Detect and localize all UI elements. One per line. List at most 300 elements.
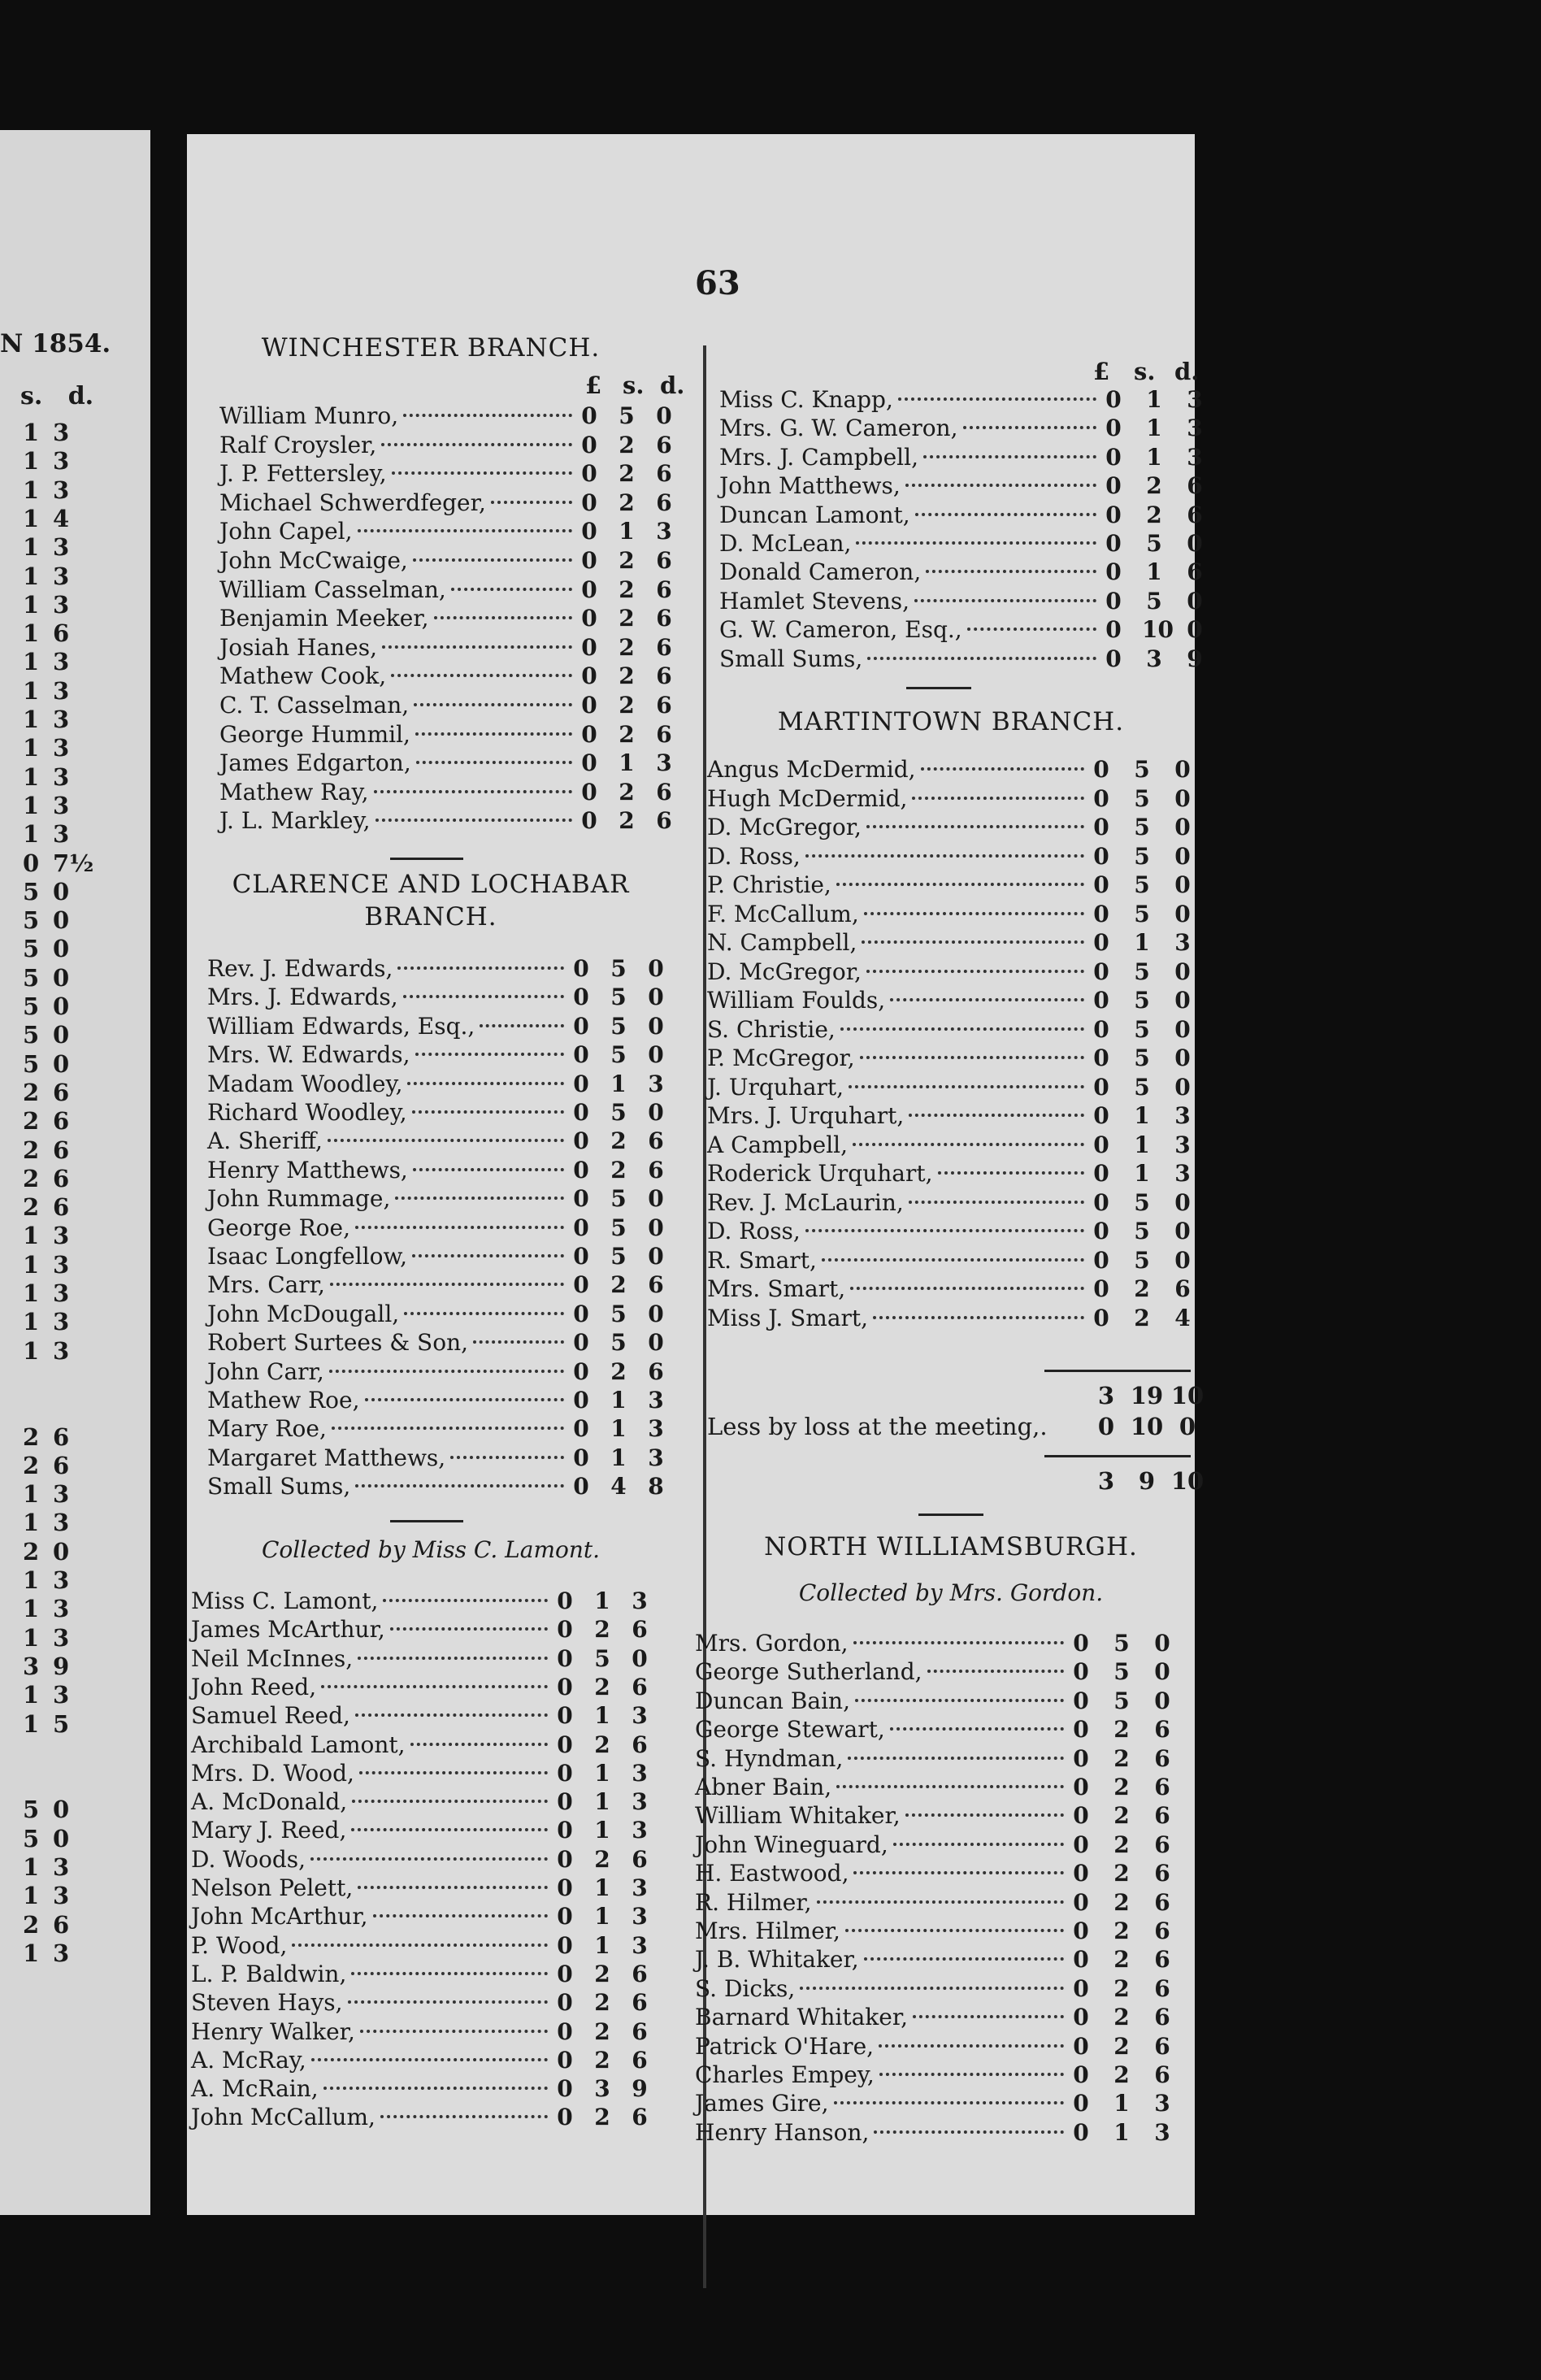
shillings-value: 1: [610, 1387, 627, 1414]
pounds-value: 0: [557, 1989, 573, 2017]
shillings-value: 2: [594, 2104, 610, 2131]
leader-dots: [410, 1743, 548, 1746]
leader-dots: [866, 970, 1084, 973]
pounds-value: 0: [1073, 1716, 1089, 1744]
pounds-value: 0: [573, 1444, 589, 1471]
facing-d-value: 3: [53, 1623, 70, 1652]
leader-dots: [473, 1340, 564, 1344]
subscriber-name: William Foulds,: [707, 987, 886, 1014]
leader-dots: [348, 2000, 548, 2004]
facing-s-value: 5: [23, 1824, 40, 1852]
leader-dots: [310, 1857, 548, 1861]
leader-dots: [375, 819, 572, 822]
pounds-value: 0: [557, 1903, 573, 1930]
leader-dots: [834, 2101, 1064, 2104]
subscriber-name: William Edwards, Esq.,: [207, 1012, 475, 1040]
leader-dots: [415, 1053, 564, 1056]
facing-d-value: 0: [53, 1021, 70, 1049]
facing-d-value: 3: [53, 791, 70, 819]
subscriber-name: J. B. Whitaker,: [695, 1946, 859, 1974]
subscriber-name: Ralf Croysler,: [219, 431, 377, 458]
facing-s-value: 1: [23, 734, 40, 762]
shillings-value: 2: [594, 1731, 610, 1758]
subscription-entry: [695, 1917, 1174, 1946]
pence-value: 6: [1154, 1774, 1170, 1800]
shillings-value: 5: [610, 1012, 627, 1040]
subscription-entry: [191, 1932, 652, 1961]
pence-value: 6: [632, 1960, 648, 1987]
pounds-value: 0: [1093, 842, 1109, 870]
subscription-entry: [207, 984, 668, 1012]
facing-d-value: 0: [53, 1537, 70, 1566]
subscriber-name: Richard Woodley,: [207, 1099, 407, 1126]
leader-dots: [938, 1171, 1084, 1175]
leader-dots: [909, 1114, 1084, 1117]
pence-value: 0: [1174, 1246, 1191, 1274]
leader-dots: [927, 1670, 1064, 1673]
pounds-value: 0: [1093, 1131, 1109, 1158]
leader-dots: [805, 854, 1084, 858]
subscription-entry: [207, 1214, 668, 1243]
subscription-entry: [707, 1016, 1195, 1045]
subscriber-name: Benjamin Meeker,: [219, 605, 429, 632]
facing-s-value: 1: [23, 1709, 40, 1738]
pence-value: 0: [648, 1214, 664, 1241]
shillings-value: 1: [594, 1903, 610, 1930]
shillings-value: 2: [1113, 1774, 1130, 1800]
subscriber-name: John Capel,: [219, 518, 353, 545]
pence-value: 3: [1154, 2118, 1170, 2146]
subscription-entry: [191, 1989, 652, 2017]
shillings-value: 5: [1134, 814, 1150, 840]
pence-value: 6: [1154, 1831, 1170, 1858]
pounds-value: 0: [557, 2046, 573, 2074]
pence-value: 6: [1154, 1744, 1170, 1772]
section-rule: [918, 1514, 983, 1516]
leader-dots: [862, 940, 1084, 944]
pounds-value: 0: [557, 2104, 573, 2131]
subscriber-name: Nelson Pelett,: [191, 1874, 354, 1901]
subscription-entry: [719, 502, 1207, 530]
facing-d-value: 6: [53, 619, 70, 648]
martintown-total-pounds: 3: [1097, 1467, 1115, 1495]
pounds-value: 0: [581, 692, 597, 719]
facing-s-value: 1: [23, 1509, 40, 1537]
subscription-entry: [191, 1616, 652, 1644]
facing-d-value: 3: [53, 1279, 70, 1307]
leader-dots: [923, 455, 1096, 458]
subscription-entry: [695, 1630, 1174, 1658]
pence-value: 0: [1174, 1015, 1191, 1043]
pence-value: 3: [632, 1903, 648, 1930]
subscription-entry: [191, 1961, 652, 1989]
subscription-entry: [707, 1305, 1195, 1333]
subscriber-name: George Hummil,: [219, 720, 410, 748]
facing-d-value: 3: [53, 1509, 70, 1537]
pence-value: 6: [656, 431, 672, 458]
subscription-entry: [695, 1716, 1174, 1744]
shillings-value: 5: [610, 955, 627, 982]
facing-d-value: 0: [53, 992, 70, 1020]
pounds-value: 0: [1073, 1917, 1089, 1944]
facing-d-value: 3: [53, 676, 70, 705]
subscriber-name: Barnard Whitaker,: [695, 2004, 909, 2031]
shillings-value: 1: [1146, 558, 1162, 586]
subscription-entry: [207, 1473, 668, 1501]
shillings-value: 5: [610, 1243, 627, 1270]
subscription-entry: [707, 1247, 1195, 1275]
subscriber-name: Hugh McDermid,: [707, 784, 908, 812]
pence-value: 6: [632, 2017, 648, 2045]
pence-value: 6: [1154, 1946, 1170, 1974]
subscription-entry: [707, 1275, 1195, 1304]
facing-d-value: 0: [53, 877, 70, 906]
pounds-value: 0: [573, 1099, 589, 1126]
shillings-value: 2: [1113, 2032, 1130, 2060]
facing-d-value: 3: [53, 1882, 70, 1910]
shillings-value: 2: [1134, 1304, 1150, 1331]
subscriber-name: Mrs. W. Edwards,: [207, 1041, 410, 1069]
facing-s-value: 1: [23, 1250, 40, 1279]
leader-dots: [921, 767, 1084, 771]
shillings-value: 2: [610, 1127, 627, 1155]
subscriber-name: John McArthur,: [191, 1903, 368, 1930]
shillings-value: 2: [619, 547, 635, 574]
subscription-entry: [207, 955, 668, 984]
subscriber-name: James McArthur,: [191, 1616, 385, 1644]
leader-dots: [800, 1987, 1064, 1990]
pounds-value: 0: [1105, 472, 1122, 500]
facing-s-value: 1: [23, 1480, 40, 1509]
pence-value: 0: [1174, 814, 1191, 840]
shillings-value: 5: [1134, 842, 1150, 870]
facing-s-value: 1: [23, 1222, 40, 1250]
shillings-value: 2: [594, 1845, 610, 1873]
pounds-value: 0: [1093, 756, 1109, 783]
leader-dots: [391, 674, 572, 677]
subscription-entry: [695, 1745, 1174, 1774]
pence-value: 0: [1174, 1045, 1191, 1071]
subscriber-name: James Gire,: [695, 2090, 829, 2117]
subscriber-name: Mathew Ray,: [219, 778, 369, 806]
subscriber-name: Rev. J. Edwards,: [207, 955, 393, 982]
subscription-entry: [207, 1127, 668, 1156]
shillings-value: 5: [610, 984, 627, 1011]
pence-value: 0: [648, 1329, 664, 1357]
shillings-value: 1: [1134, 1102, 1150, 1129]
right-col-shillings: s.: [1134, 358, 1156, 385]
shillings-value: 5: [1134, 784, 1150, 812]
leader-dots: [358, 1886, 548, 1889]
subscription-entry: [207, 1071, 668, 1099]
subscription-entry: [719, 444, 1207, 472]
subscriber-name: Charles Empey,: [695, 2061, 875, 2088]
facing-col-d: d.: [67, 382, 94, 410]
martintown-less-pounds: 0: [1097, 1413, 1115, 1440]
leader-dots: [352, 1800, 548, 1803]
subscription-entry: [707, 901, 1195, 929]
facing-s-value: 2: [23, 1136, 40, 1164]
shillings-value: 2: [1146, 472, 1162, 500]
pence-value: 0: [1174, 756, 1191, 783]
subscriber-name: William Whitaker,: [695, 1802, 901, 1830]
shillings-value: 1: [594, 1817, 610, 1844]
pence-value: 6: [1154, 2061, 1170, 2088]
leader-dots: [905, 484, 1096, 487]
facing-d-value: 3: [53, 533, 70, 562]
right-col-pence: d.: [1174, 358, 1200, 385]
leader-dots: [853, 1641, 1064, 1644]
leader-dots: [415, 732, 572, 736]
pounds-value: 0: [557, 1673, 573, 1700]
subscription-entry: [219, 432, 676, 460]
subscriber-name: A. Sheriff,: [207, 1127, 323, 1155]
leader-dots: [864, 1957, 1064, 1961]
martintown-less-pence: 0: [1179, 1413, 1196, 1440]
leader-dots: [355, 1713, 548, 1717]
subscriber-name: R. Smart,: [707, 1246, 817, 1274]
subscription-entry: [719, 616, 1207, 645]
facing-s-value: 2: [23, 1107, 40, 1136]
facing-d-value: 6: [53, 1910, 70, 1939]
pence-value: 0: [1174, 871, 1191, 898]
facing-s-value: 5: [23, 1796, 40, 1824]
subscriber-name: D. McGregor,: [707, 958, 862, 985]
pence-value: 6: [648, 1156, 664, 1183]
total-rule: [1044, 1455, 1191, 1457]
shillings-value: 10: [1142, 616, 1174, 644]
pounds-value: 0: [557, 1817, 573, 1844]
pence-value: 6: [656, 575, 672, 603]
pounds-value: 0: [1093, 1246, 1109, 1274]
subscriber-name: A. McRain,: [191, 2075, 319, 2103]
pounds-value: 0: [573, 1214, 589, 1241]
subscription-entry: [191, 1731, 652, 1760]
pounds-value: 0: [581, 518, 597, 545]
pounds-value: 0: [573, 1473, 589, 1501]
pounds-value: 0: [573, 1357, 589, 1385]
subscriber-name: Miss C. Lamont,: [191, 1587, 379, 1614]
subscription-entry: [219, 576, 676, 605]
shillings-value: 1: [594, 1587, 610, 1614]
leader-dots: [359, 1771, 548, 1774]
subscriber-name: D. McLean,: [719, 530, 852, 557]
leader-dots: [967, 628, 1096, 631]
pence-value: 3: [648, 1387, 664, 1414]
facing-s-value: 1: [23, 1853, 40, 1881]
subscription-entry: [695, 1975, 1174, 2004]
subscriber-name: Angus McDermid,: [707, 756, 916, 783]
subscriber-name: Steven Hays,: [191, 1989, 343, 2017]
subscriber-name: Miss J. Smart,: [707, 1304, 869, 1331]
pounds-value: 0: [1105, 616, 1122, 644]
subscriber-name: John Reed,: [191, 1673, 317, 1700]
pence-value: 6: [1154, 1860, 1170, 1887]
pence-value: 0: [1174, 987, 1191, 1014]
winchester-heading: WINCHESTER BRANCH.: [261, 333, 601, 363]
shillings-value: 5: [1113, 1687, 1130, 1714]
subscriber-name: Mary Roe,: [207, 1415, 327, 1443]
subscriber-name: Mrs. Carr,: [207, 1271, 325, 1299]
pounds-value: 0: [581, 575, 597, 603]
subscriber-name: Mary J. Reed,: [191, 1817, 347, 1844]
shillings-value: 1: [594, 1874, 610, 1901]
leader-dots: [412, 1254, 564, 1257]
pence-value: 0: [1187, 587, 1203, 615]
subscriber-name: Margaret Matthews,: [207, 1444, 446, 1471]
pence-value: 3: [1174, 1131, 1191, 1158]
pence-value: 6: [656, 720, 672, 748]
facing-s-value: 5: [23, 963, 40, 992]
subscription-entry: [191, 1645, 652, 1674]
pounds-value: 0: [1073, 2118, 1089, 2146]
leader-dots: [413, 1168, 564, 1171]
leader-dots: [890, 1727, 1064, 1731]
subscription-entry: [207, 1157, 668, 1185]
shillings-value: 2: [1113, 1917, 1130, 1944]
facing-d-value: 3: [53, 1480, 70, 1509]
leader-dots: [817, 1900, 1064, 1904]
leader-dots: [321, 1685, 548, 1688]
facing-d-value: 3: [53, 1566, 70, 1594]
pence-value: 0: [632, 1644, 648, 1672]
leader-dots: [853, 1871, 1064, 1874]
subscription-entry: [219, 721, 676, 749]
leader-dots: [365, 1398, 564, 1401]
pence-value: 6: [632, 1845, 648, 1873]
subscription-entry: [707, 756, 1195, 784]
subscriber-name: John McDougall,: [207, 1300, 400, 1327]
pounds-value: 0: [557, 1931, 573, 1959]
pounds-value: 0: [1093, 1102, 1109, 1129]
facing-s-value: 1: [23, 419, 40, 446]
pence-value: 3: [656, 518, 672, 545]
facing-s-value: 1: [23, 1623, 40, 1652]
facing-d-value: 6: [53, 1136, 70, 1164]
facing-s-value: 1: [23, 820, 40, 849]
martintown-heading: MARTINTOWN BRANCH.: [777, 707, 1125, 736]
shillings-value: 1: [594, 1931, 610, 1959]
shillings-value: 3: [594, 2075, 610, 2103]
shillings-value: 2: [1113, 1860, 1130, 1887]
leader-dots: [850, 1287, 1084, 1290]
facing-d-value: 7½: [53, 849, 94, 877]
pounds-value: 0: [1105, 501, 1122, 528]
facing-s-value: 5: [23, 1021, 40, 1049]
pounds-value: 0: [573, 1415, 589, 1443]
shillings-value: 2: [619, 633, 635, 661]
pence-value: 0: [1187, 616, 1203, 644]
leader-dots: [874, 2130, 1064, 2134]
subscription-entry: [207, 1444, 668, 1473]
shillings-value: 1: [594, 1788, 610, 1816]
subscriber-name: Mrs. Smart,: [707, 1275, 846, 1302]
facing-d-value: 3: [53, 820, 70, 849]
pounds-value: 0: [1105, 443, 1122, 471]
winchester-col-pounds: £: [585, 371, 602, 399]
pounds-value: 0: [573, 1070, 589, 1097]
subscription-entry: [191, 1760, 652, 1788]
facing-s-value: 2: [23, 1451, 40, 1479]
leader-dots: [909, 1201, 1084, 1204]
leader-dots: [360, 2030, 548, 2033]
pounds-value: 0: [557, 1874, 573, 1901]
subscriber-name: Archibald Lamont,: [191, 1731, 406, 1758]
subscription-entry: [707, 1189, 1195, 1218]
leader-dots: [407, 1082, 564, 1085]
leader-dots: [836, 1785, 1064, 1788]
leader-dots: [860, 1056, 1084, 1059]
pounds-value: 0: [1073, 1831, 1089, 1858]
pence-value: 6: [1154, 2004, 1170, 2031]
leader-dots: [898, 397, 1096, 401]
shillings-value: 2: [619, 489, 635, 516]
shillings-value: 5: [1134, 1015, 1150, 1043]
facing-d-value: 0: [53, 1049, 70, 1078]
subscription-entry: [191, 2104, 652, 2132]
subscriber-name: Abner Bain,: [695, 1774, 832, 1800]
subscription-entry: [207, 1301, 668, 1329]
pence-value: 6: [632, 1616, 648, 1644]
facing-s-value: 2: [23, 1537, 40, 1566]
subscriber-name: F. McCallum,: [707, 900, 859, 927]
facing-d-value: 3: [53, 706, 70, 733]
subscription-entry: [219, 692, 676, 720]
shillings-value: 2: [619, 807, 635, 835]
subscriber-name: John Rummage,: [207, 1185, 391, 1213]
pence-value: 6: [1187, 558, 1203, 586]
subscription-entry: [695, 2033, 1174, 2061]
leader-dots: [480, 1024, 564, 1027]
shillings-value: 2: [594, 1989, 610, 2017]
facing-s-value: 1: [23, 1308, 40, 1336]
pence-value: 8: [648, 1473, 664, 1501]
pounds-value: 0: [1073, 1687, 1089, 1714]
pounds-value: 0: [1093, 929, 1109, 956]
leader-dots: [292, 1944, 548, 1947]
pounds-value: 0: [573, 1156, 589, 1183]
pence-value: 3: [656, 749, 672, 777]
shillings-value: 1: [610, 1415, 627, 1443]
subscriber-name: Robert Surtees & Son,: [207, 1329, 469, 1357]
facing-s-value: 5: [23, 906, 40, 935]
pence-value: 0: [1174, 842, 1191, 870]
subscription-entry: [707, 785, 1195, 814]
subscription-entry: [707, 843, 1195, 871]
subscriber-name: Miss C. Knapp,: [719, 386, 893, 413]
leader-dots: [867, 657, 1096, 660]
subscription-entry: [191, 1874, 652, 1903]
pence-value: 3: [1154, 2090, 1170, 2117]
shillings-value: 5: [610, 1099, 627, 1126]
leader-dots: [351, 1828, 548, 1831]
shillings-value: 1: [610, 1070, 627, 1097]
martintown-total-shillings: 9: [1138, 1467, 1156, 1495]
shillings-value: 2: [1134, 1275, 1150, 1302]
leader-dots: [913, 2015, 1064, 2018]
subscription-entry: [707, 1218, 1195, 1246]
subscriber-name: N. Campbell,: [707, 929, 857, 956]
leader-dots: [879, 2044, 1064, 2048]
pounds-value: 0: [557, 2017, 573, 2045]
pounds-value: 0: [581, 431, 597, 458]
pounds-value: 0: [1105, 645, 1122, 672]
leader-dots: [383, 1599, 548, 1602]
pence-value: 0: [648, 1185, 664, 1213]
shillings-value: 1: [619, 518, 635, 545]
pounds-value: 0: [557, 1845, 573, 1873]
facing-d-value: 5: [53, 1709, 70, 1738]
